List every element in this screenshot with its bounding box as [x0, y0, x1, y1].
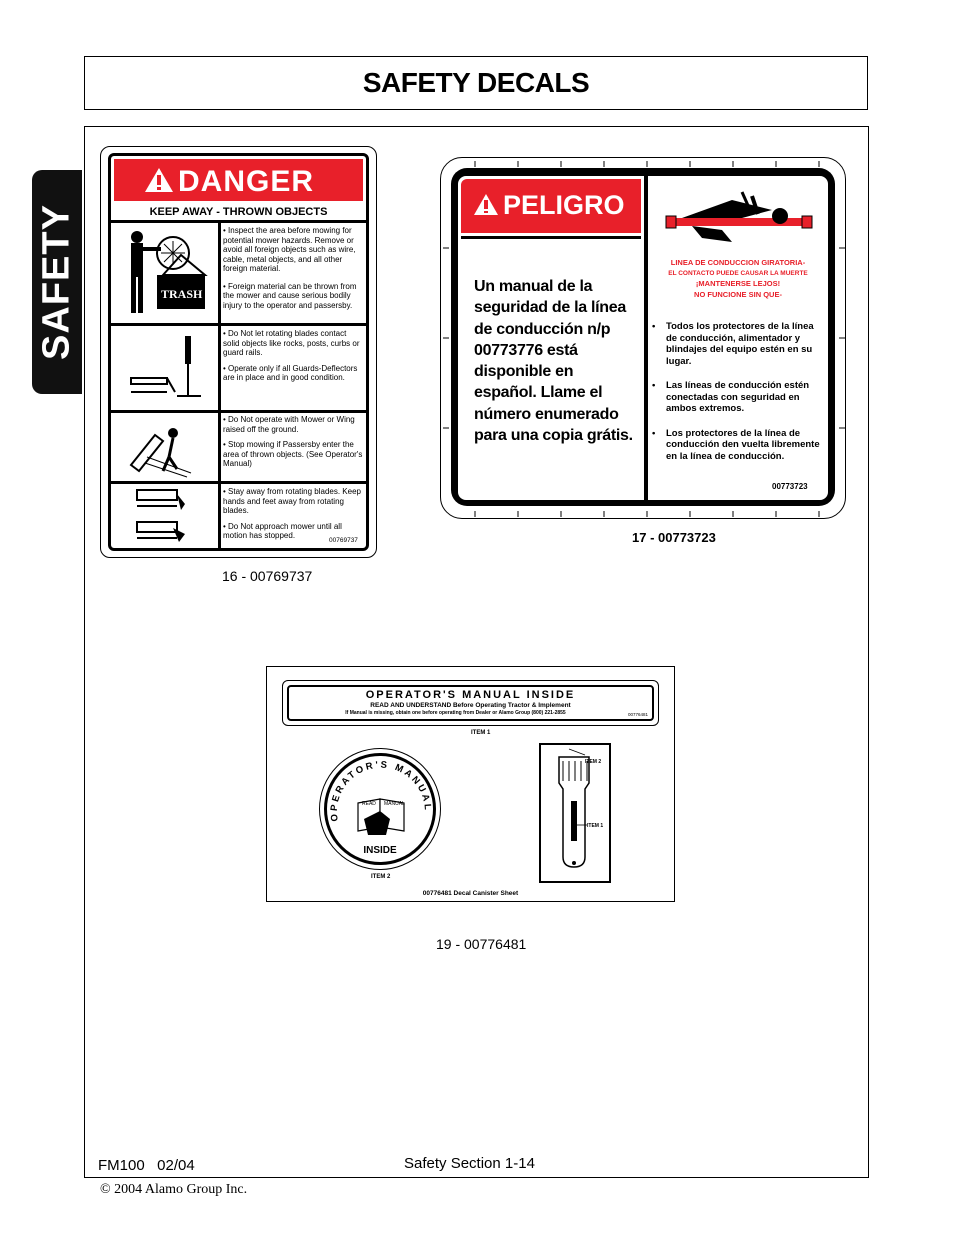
- peligro-right-panel: [648, 176, 828, 500]
- hands-feet-blades-icon: [111, 484, 218, 548]
- panel-4-text: [223, 487, 363, 541]
- decal-16: [100, 146, 377, 558]
- illustration-panel-2: [111, 326, 221, 413]
- footer-model: FM100 02/04: [98, 1157, 195, 1174]
- peligro-left-panel: [458, 176, 644, 500]
- peligro-left-divider: [461, 236, 641, 239]
- trash-label: TRASH: [161, 287, 203, 301]
- panel-1-bullet-2: • Foreign material can be thrown from the mower and cause serious bodily injury to the operator and passersby.: [223, 281, 357, 310]
- banner-title: OPERATOR'S MANUAL INSIDE: [365, 689, 576, 701]
- panel-3-text: [223, 415, 363, 469]
- decal-19-sheet: [266, 666, 675, 902]
- copyright: © 2004 Alamo Group Inc.: [100, 1182, 248, 1197]
- inside-label: INSIDE: [363, 845, 397, 856]
- bullet-row: • Las líneas de conducción estén conectadas con seguridad en ambos extremos.: [652, 380, 822, 415]
- page-title: SAFETY DECALS: [362, 67, 590, 98]
- bullet-row: • Los protectores de la línea de conducción den vuelta libremente en la línea de conducción.: [652, 428, 822, 463]
- banner-line-3: If Manual is missing, obtain one before operating from Dealer or Alamo Group (800) 221-2855: [345, 710, 566, 716]
- bullet-row: • Todos los protectores de la línea de conducción, alimentador y blindajes del equipo estén en su lugar.: [652, 321, 822, 367]
- divider: [221, 410, 366, 413]
- peligro-spanish-text: Un manual de la seguridad de la línea de conducción n/p 00773776 está disponible en español. Llame el número enumerado para una copia grátis.: [474, 278, 633, 445]
- danger-header-text: DANGER: [178, 165, 315, 198]
- circle-arc-text: OPERATOR'S MANUAL: [328, 759, 434, 822]
- illustration-panel-4: [111, 484, 221, 548]
- section-tab-label: SAFETY: [35, 204, 78, 360]
- decal-16-part-number: 00769737: [329, 537, 358, 544]
- canister-icon: [541, 745, 609, 881]
- decal-17-caption: 17 - 00773723: [632, 530, 716, 545]
- panel-4-bullet-2: • Do Not approach mower until all motion has stopped.: [223, 521, 342, 540]
- decal-sheet-label: 00776481 Decal Canister Sheet: [422, 890, 519, 897]
- panel-2-bullet-1: • Do Not let rotating blades contact solid objects like rocks, posts, curbs or guard rails.: [223, 329, 360, 357]
- canister-item-1-label: ITEM 1: [587, 823, 604, 829]
- panel-1-text: [223, 226, 363, 310]
- red-line-1: LINEA DE CONDUCCION GIRATORIA-: [670, 258, 806, 267]
- bullet-1-text: Todos los protectores de la línea de conducción, alimentador y blindajes del equipo estén en su lugar.: [666, 321, 814, 367]
- decal-17-inner: [451, 168, 835, 506]
- danger-subheader: KEEP AWAY - THROWN OBJECTS: [149, 206, 328, 218]
- panel-3-bullet-1: • Do Not operate with Mower or Wing raised off the ground.: [223, 415, 355, 434]
- canister-item-2-label: ITEM 2: [585, 759, 602, 765]
- panel-2-text: [223, 329, 363, 383]
- decal-16-inner: [108, 153, 369, 551]
- peligro-header-text: PELIGRO: [503, 190, 625, 220]
- item-2-below-label: ITEM 2: [371, 874, 391, 880]
- thrown-objects-person-icon: [111, 223, 218, 323]
- post-and-mower-icon: [111, 326, 218, 410]
- canister-frame: [539, 743, 611, 883]
- banner-line-2: READ AND UNDERSTAND Before Operating Tractor & Implement: [370, 702, 571, 709]
- book-manual-label: MANUAL: [384, 801, 405, 807]
- footer-section: Safety Section 1-14: [404, 1155, 535, 1172]
- book-read-label: READ: [362, 801, 376, 807]
- panel-3-bullet-2: • Stop mowing if Passersby enter the area of thrown objects. (See Operator's Manual): [223, 440, 363, 468]
- red-line-3: ¡MANTENERSE LEJOS!: [695, 279, 781, 288]
- peligro-red-warning: [650, 258, 826, 300]
- section-tab: [32, 170, 82, 394]
- bullet-3-text: Los protectores de la línea de conducción den vuelta libremente en la línea de conducción.: [666, 427, 820, 462]
- divider: [221, 481, 366, 484]
- manual-banner-inner: [287, 685, 654, 721]
- warning-triangle-icon: [144, 167, 174, 193]
- peligro-bullet-list: [652, 321, 822, 462]
- manual-circle-decal: [319, 748, 441, 870]
- illustration-panel-3: [111, 413, 221, 484]
- warning-triangle-icon: [473, 193, 499, 216]
- panel-2-bullet-2: • Operate only if all Guards-Deflectors are in place and in good condition.: [223, 363, 358, 382]
- divider: [221, 323, 366, 326]
- decal-17-part-number: 00773723: [772, 482, 808, 491]
- red-line-2: EL CONTACTO PUEDE CAUSAR LA MUERTE: [668, 269, 808, 277]
- driveline-entanglement-icon: [662, 188, 816, 248]
- decal-17: [440, 157, 846, 519]
- bullet-2-text: Las líneas de conducción estén conectadas con seguridad en ambos extremos.: [666, 380, 810, 414]
- decal-16-caption: 16 - 00769737: [222, 568, 313, 584]
- illustration-panel-1: [111, 223, 221, 326]
- wing-raised-icon: [111, 413, 218, 481]
- banner-part-number: 00776481: [627, 712, 648, 717]
- panel-4-bullet-1: • Stay away from rotating blades. Keep hands and feet away from rotating blades.: [223, 487, 361, 515]
- panel-1-bullet-1: • Inspect the area before mowing for potential mower hazards. Remove or avoid all foreign objects such as wire, cable, metal objects, and all other foreign material.: [223, 226, 356, 273]
- decal-19-caption: 19 - 00776481: [436, 936, 527, 952]
- danger-header: [114, 159, 363, 201]
- title-box: [84, 56, 868, 110]
- red-line-4: NO FUNCIONE SIN QUE-: [694, 289, 782, 299]
- peligro-header: [461, 179, 641, 233]
- manual-banner: [282, 680, 659, 726]
- item-1-label: ITEM 1: [471, 730, 491, 736]
